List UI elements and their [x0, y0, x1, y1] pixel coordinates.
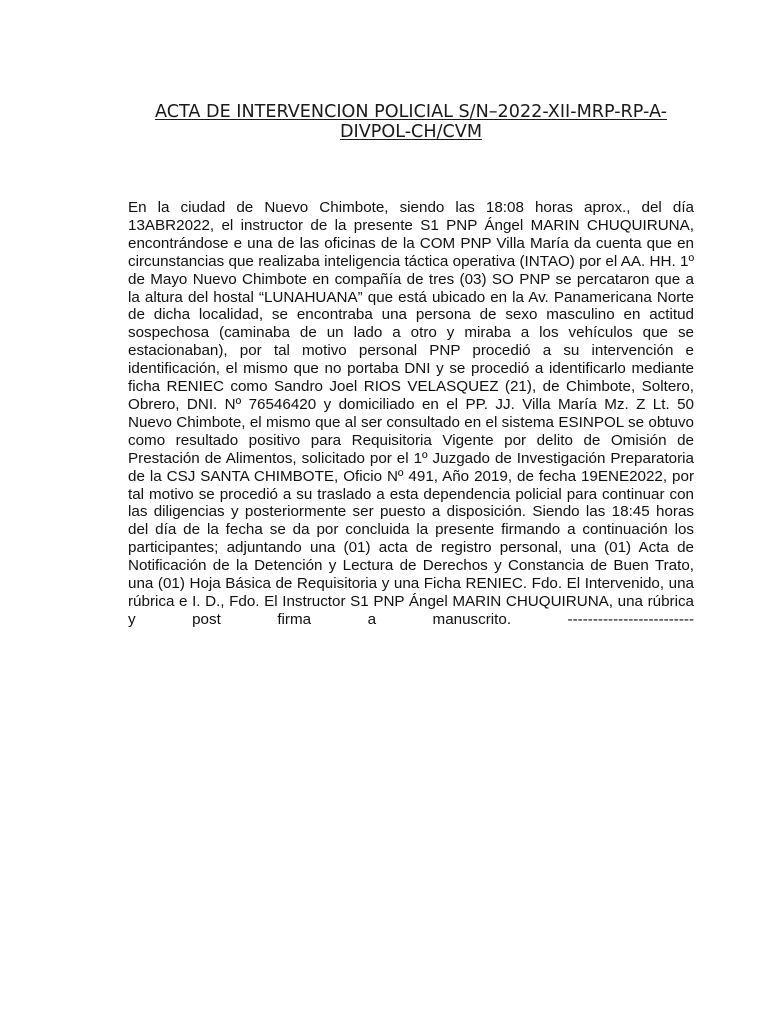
document-title: ACTA DE INTERVENCION POLICIAL S/N–2022-XII-MRP-RP-A-DIVPOL-CH/CVM [155, 102, 667, 142]
document-body-paragraph: En la ciudad de Nuevo Chimbote, siendo las 18:08 horas aprox., del día 13ABR2022, el instructor de la presente S1 PNP Ángel MARIN CHUQUIRUNA, encontrándose e una de las oficinas de la COM PNP Villa María da cuenta que en circunstancias que realizaba inteligencia táctica operativa (INTAO) por el AA. HH. 1º de Mayo Nuevo Chimbote en compañía de tres (03) SO PNP se percataron que a la altura del hostal “LUNAHUANA” que está ubicado en la Av. Panamericana Norte de dicha localidad, se encontraba una persona de sexo masculino en actitud sospechosa (caminaba de un lado a otro y miraba a los vehículos que se estacionaban), por tal motivo personal PNP procedió a su intervención e identificación, el mismo que no portaba DNI y se procedió a identificarlo mediante ficha RENIEC como Sandro Joel RIOS VELASQUEZ (21), de Chimbote, Soltero, Obrero, DNI. Nº 76546420 y domiciliado en el PP. JJ. Villa María Mz. Z Lt. 50 Nuevo Chimbote, el mismo que al ser consultado en el sistema ESINPOL se obtuvo como resultado positivo para Requisitoria Vigente por delito de Omisión de Prestación de Alimentos, solicitado por el 1º Juzgado de Investigación Preparatoria de la CSJ SANTA CHIMBOTE, Oficio Nº 491, Año 2019, de fecha 19ENE2022, por tal motivo se procedió a su traslado a esta dependencia policial para continuar con las diligencias y posteriormente ser puesto a disposición. Siendo las 18:45 horas del día de la fecha se da por concluida la presente firmando a continuación los participantes; adjuntando una (01) acta de registro personal, una (01) Acta de Notificación de la Detención y Lectura de Derechos y Constancia de Buen Trato, una (01) Hoja Básica de Requisitoria y una Ficha RENIEC. Fdo. El Intervenido, una rúbrica e I. D., Fdo. El Instructor S1 PNP Ángel MARIN CHUQUIRUNA, una rúbrica y post firma a manuscrito. ------------------------- [128, 199, 694, 628]
